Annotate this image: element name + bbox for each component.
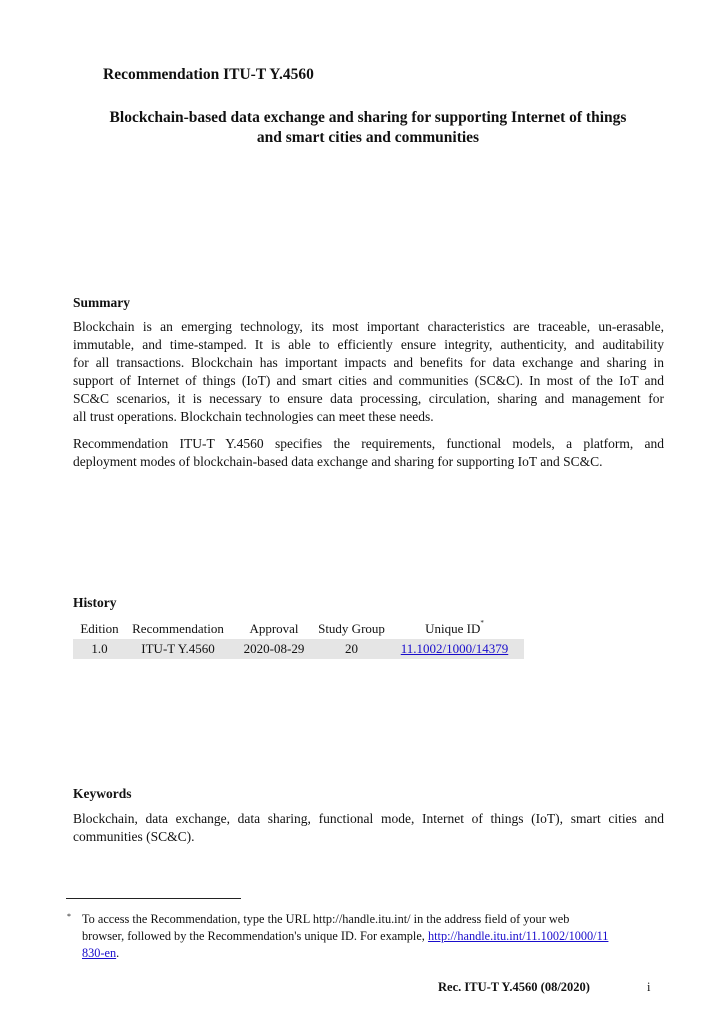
footnote-line: [82, 928, 658, 945]
recommendation-cell: ITU-T Y.4560: [126, 639, 230, 659]
summary-paragraph-2: [73, 435, 664, 471]
summary-heading: Summary: [73, 295, 130, 310]
footnote-marker: *: [480, 619, 484, 627]
footnote-text: browser, followed by the Recommendation's unique ID. For example,: [82, 929, 428, 943]
keywords-line: Blockchain, data exchange, data sharing, functional mode, Internet of things (IoT), smart cities and: [73, 811, 664, 826]
summary-p1-line: support of Internet of things (IoT) and smart cities and communities (SC&C). In most of the IoT and: [73, 373, 664, 388]
keywords-heading: Keywords: [73, 786, 132, 801]
column-header-study-group: Study Group: [318, 621, 385, 636]
history-heading: History: [73, 595, 117, 610]
keywords-text: [73, 810, 664, 846]
summary-paragraph-1: [73, 318, 664, 426]
page-number: i: [647, 980, 651, 994]
history-header-row: [73, 619, 524, 639]
recommendation-label: Recommendation ITU-T Y.4560: [103, 66, 314, 83]
footnote-separator: [66, 898, 241, 899]
document-title-line-1: Blockchain-based data exchange and sharing for supporting Internet of things: [109, 109, 627, 126]
summary-p2-line: deployment modes of blockchain-based data exchange and sharing for supporting IoT and SC&C.: [73, 454, 603, 469]
history-table: [73, 619, 524, 659]
column-header-approval: Approval: [249, 621, 299, 636]
example-url-link-continued[interactable]: 830-en: [82, 946, 117, 960]
footer-reference: Rec. ITU-T Y.4560 (08/2020): [438, 980, 590, 994]
unique-id-link[interactable]: 11.1002/1000/14379: [400, 641, 509, 656]
study-group-cell: 20: [318, 639, 385, 659]
example-url-link[interactable]: http://handle.itu.int/11.1002/1000/11: [427, 929, 609, 943]
column-header-edition: Edition: [80, 621, 119, 636]
summary-p1-line: SC&C scenarios, it is necessary to ensure data processing, circulation, sharing and management for: [73, 391, 664, 406]
summary-p1-line: immutable, and time-stamped. It is able to efficiently ensure integrity, authenticity, and auditability: [73, 337, 664, 352]
column-header-unique-id: [385, 619, 524, 639]
footnote-period: .: [116, 946, 120, 960]
document-title: [66, 108, 670, 148]
unique-id-header-label: Unique ID: [425, 621, 481, 636]
summary-p1-line: all trust operations. Blockchain technologies can meet these needs.: [73, 409, 434, 424]
footnote-line: To access the Recommendation, type the URL http://handle.itu.int/ in the address field of your web: [82, 912, 570, 926]
keywords-line: communities (SC&C).: [73, 829, 195, 844]
summary-p1-line: Blockchain is an emerging technology, its most important characteristics are traceable, un-erasable,: [73, 319, 664, 334]
footnote-marker: *: [67, 912, 71, 921]
footnote-line: [82, 945, 658, 962]
column-header-recommendation: Recommendation: [132, 621, 224, 636]
unique-id-cell: [385, 639, 524, 659]
approval-cell: 2020-08-29: [230, 639, 318, 659]
edition-cell: 1.0: [73, 639, 126, 659]
footnote: [82, 911, 658, 962]
summary-p2-line: Recommendation ITU-T Y.4560 specifies the requirements, functional models, a platform, and: [73, 436, 664, 451]
summary-p1-line: for all transactions. Blockchain has important impacts and benefits for data exchange and sharing in: [73, 355, 664, 370]
table-row: [73, 639, 524, 659]
document-title-line-2: and smart cities and communities: [256, 129, 480, 146]
